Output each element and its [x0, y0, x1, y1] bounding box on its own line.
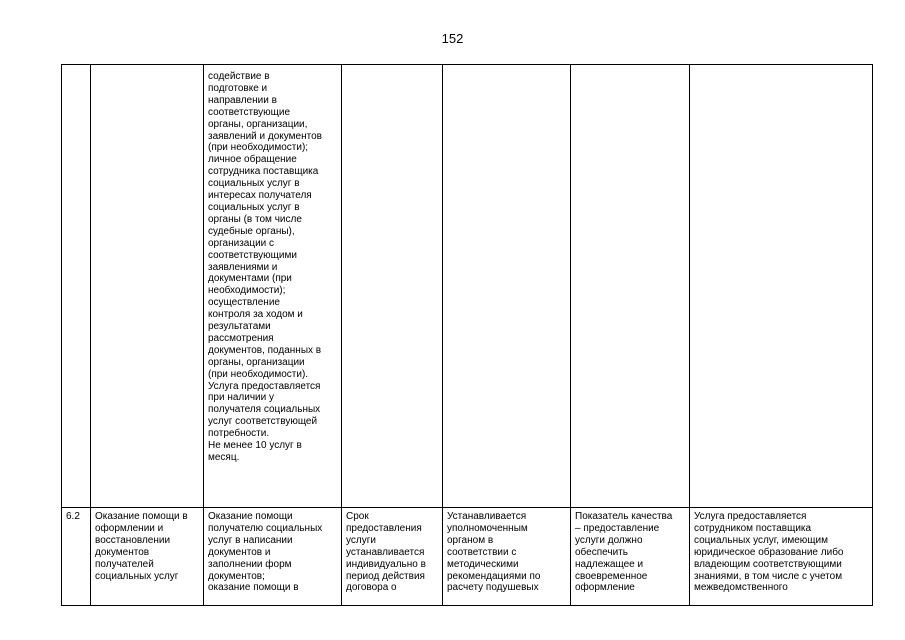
table-row — [62, 508, 873, 606]
service-quality-cell: Показатель качества – предоставление услуги должно обеспечить надлежащее и своевременное оформление — [571, 508, 690, 606]
service-term-cell: Срок предоставления услуги устанавливается индивидуально в период действия договора о — [342, 508, 443, 606]
services-table — [61, 64, 873, 606]
service-quality-cell — [571, 65, 690, 508]
service-conditions-cell — [690, 65, 873, 508]
service-term-cell — [342, 65, 443, 508]
service-name-cell: Оказание помощи в оформлении и восстановлении документов получателей социальных услуг — [91, 508, 204, 606]
table-row — [62, 65, 873, 508]
page-number: 152 — [441, 31, 464, 46]
row-number-cell — [62, 65, 91, 508]
service-conditions-cell: Услуга предоставляется сотрудником поставщика социальных услуг, имеющим юридическое образование либо владеющим соответствующими знаниями, в том числе с учетом межведомственного — [690, 508, 873, 606]
service-name-cell — [91, 65, 204, 508]
service-description-cell: Оказание помощи получателю социальных услуг в написании документов и заполнении форм документов; оказание помощи в — [204, 508, 342, 606]
service-norm-cell — [443, 65, 571, 508]
row-number-cell: 6.2 — [62, 508, 91, 606]
service-description-cell: содействие в подготовке и направлении в соответствующие органы, организации, заявлений и документов (при необходимости); личное обращение сотрудника поставщика социальных услуг в интересах получателя социальных услуг в органы (в том числе судебные органы), организации с соответствующими заявлениями и документами (при необходимости); осуществление контроля за ходом и результатами рассмотрения документов, поданных в органы, организации (при необходимости). Услуга предоставляется при наличии у получателя социальных услуг соответствующей потребности. Не менее 10 услуг в месяц. — [204, 65, 342, 508]
service-norm-cell: Устанавливается уполномоченным органом в соответствии с методическими рекомендациями по расчету подушевых — [443, 508, 571, 606]
